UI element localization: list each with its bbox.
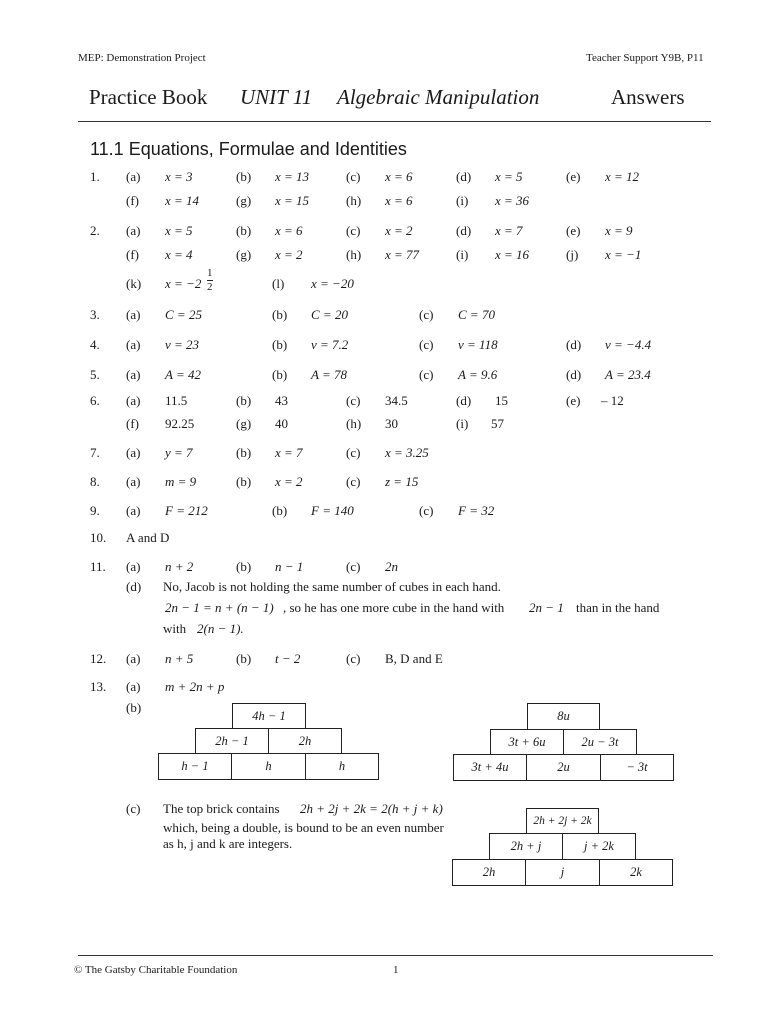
q11-answer: n + 2 — [165, 559, 194, 574]
q1-part-label: (c) — [346, 169, 361, 184]
q6-part-label: (e) — [566, 393, 581, 408]
page-title-unit: UNIT 11 — [240, 85, 313, 109]
pyramid-2-base-brick: − 3t — [600, 754, 674, 781]
q11-part-label: (a) — [126, 559, 141, 574]
pyramid-3-base-brick: 2k — [599, 859, 673, 886]
page-title-topic: Algebraic Manipulation — [337, 85, 540, 109]
q11-d-line2-tail: than in the hand — [576, 600, 660, 615]
pyramid-3-mid-brick: j + 2k — [562, 833, 636, 860]
q6-part-label: (a) — [126, 393, 141, 408]
pyramid-2-mid-brick: 2u − 3t — [563, 729, 637, 755]
fraction-numerator: 1 — [207, 267, 213, 279]
q2-answer: x = −1 — [605, 247, 642, 262]
q1-answer: x = 13 — [275, 169, 310, 184]
q6-answer: 15 — [495, 393, 508, 408]
q8-answer: m = 9 — [165, 474, 197, 489]
q2-part-label: (g) — [236, 247, 252, 262]
q3-number: 3. — [90, 307, 100, 322]
q1-answer: x = 6 — [385, 193, 413, 208]
q12-answer: B, D and E — [385, 651, 443, 666]
q1-part-label: (g) — [236, 193, 252, 208]
q13-part-label-c: (c) — [126, 801, 141, 816]
q7-part-label: (b) — [236, 445, 252, 460]
q2-answer: x = 4 — [165, 247, 193, 262]
pyramid-1-base-brick: h — [305, 753, 379, 780]
q2-answer: x = 2 — [385, 223, 413, 238]
q6-answer: 30 — [385, 416, 398, 431]
q3-answer: C = 20 — [311, 307, 348, 322]
q12-part-label: (a) — [126, 651, 141, 666]
q9-part-label: (b) — [272, 503, 288, 518]
q6-part-label: (d) — [456, 393, 472, 408]
q5-part-label: (d) — [566, 367, 582, 382]
page-title-answers: Answers — [611, 85, 685, 109]
q8-part-label: (b) — [236, 474, 252, 489]
q7-answer: x = 3.25 — [385, 445, 429, 460]
title-rule — [78, 121, 711, 122]
pyramid-3-base-brick: j — [525, 859, 600, 886]
q1-answer: x = 5 — [495, 169, 523, 184]
pyramid-2-base-brick: 2u — [526, 754, 601, 781]
footer-copyright: © The Gatsby Charitable Foundation — [74, 964, 238, 976]
q2-answer-k: x = −2 — [165, 276, 202, 291]
fraction-denominator: 2 — [207, 281, 213, 293]
q12-number: 12. — [90, 651, 107, 666]
q4-answer: v = 118 — [458, 337, 498, 352]
footer-page-number: 1 — [393, 964, 399, 976]
q6-answer: 43 — [275, 393, 288, 408]
q6-part-label: (h) — [346, 416, 362, 431]
q5-answer: A = 78 — [311, 367, 347, 382]
q6-number: 6. — [90, 393, 100, 408]
pyramid-1-base-brick: h — [231, 753, 306, 780]
q1-part-label: (a) — [126, 169, 141, 184]
q9-answer: F = 212 — [165, 503, 208, 518]
q7-part-label: (a) — [126, 445, 141, 460]
q1-part-label: (b) — [236, 169, 252, 184]
q11-d-math3: 2(n − 1). — [197, 621, 244, 636]
pyramid-2-mid-brick: 3t + 6u — [490, 729, 564, 755]
q2-answer: x = 2 — [275, 247, 303, 262]
q13-c-line1-text: The top brick contains — [163, 801, 280, 816]
q2-answer-k-fraction — [207, 268, 213, 293]
q9-answer: F = 140 — [311, 503, 354, 518]
q2-answer: x = 7 — [495, 223, 523, 238]
q5-number: 5. — [90, 367, 100, 382]
q1-part-label: (h) — [346, 193, 362, 208]
pyramid-1-top-brick: 4h − 1 — [232, 703, 306, 729]
pyramid-1-mid-brick: 2h − 1 — [195, 728, 269, 754]
q2-answer: x = 77 — [385, 247, 420, 262]
q11-d-line1: No, Jacob is not holding the same number of cubes in each hand. — [163, 579, 501, 594]
q6-answer: 40 — [275, 416, 288, 431]
q3-part-label: (a) — [126, 307, 141, 322]
q1-answer: x = 12 — [605, 169, 640, 184]
q1-part-label: (d) — [456, 169, 472, 184]
q5-answer: A = 9.6 — [458, 367, 498, 382]
q6-answer: 92.25 — [165, 416, 195, 431]
q9-answer: F = 32 — [458, 503, 495, 518]
q2-part-label: (c) — [346, 223, 361, 238]
q2-part-label: (d) — [456, 223, 472, 238]
q12-answer: n + 5 — [165, 651, 194, 666]
q13-part-label-a: (a) — [126, 679, 141, 694]
q8-answer: x = 2 — [275, 474, 303, 489]
q2-answer: x = 5 — [165, 223, 193, 238]
q12-part-label: (c) — [346, 651, 361, 666]
q2-number: 2. — [90, 223, 100, 238]
pyramid-2-top-brick: 8u — [527, 703, 600, 730]
header-left: MEP: Demonstration Project — [78, 52, 206, 64]
q6-answer: 57 — [491, 416, 504, 431]
section-title: 11.1 Equations, Formulae and Identities — [90, 139, 407, 159]
q2-part-label: (j) — [566, 247, 579, 262]
q3-part-label: (c) — [419, 307, 434, 322]
footer-rule — [78, 955, 713, 956]
q11-answer: n − 1 — [275, 559, 304, 574]
q1-number: 1. — [90, 169, 100, 184]
q4-answer: v = 7.2 — [311, 337, 349, 352]
q4-answer: v = 23 — [165, 337, 200, 352]
q6-part-label: (b) — [236, 393, 252, 408]
pyramid-1-mid-brick: 2h — [268, 728, 342, 754]
q8-part-label: (a) — [126, 474, 141, 489]
q2-part-label: (b) — [236, 223, 252, 238]
q8-part-label: (c) — [346, 474, 361, 489]
q5-answer: A = 23.4 — [605, 367, 651, 382]
q2-part-label: (f) — [126, 247, 139, 262]
q1-answer: x = 14 — [165, 193, 200, 208]
q6-part-label: (g) — [236, 416, 252, 431]
q1-answer: x = 6 — [385, 169, 413, 184]
q2-part-label: (i) — [456, 247, 469, 262]
q7-part-label: (c) — [346, 445, 361, 460]
q11-part-label-d: (d) — [126, 579, 142, 594]
q4-number: 4. — [90, 337, 100, 352]
q5-part-label: (c) — [419, 367, 434, 382]
pyramid-2-base-brick: 3t + 4u — [453, 754, 527, 781]
q6-part-label: (c) — [346, 393, 361, 408]
q11-number: 11. — [90, 559, 106, 574]
q2-answer: x = 6 — [275, 223, 303, 238]
pyramid-3-mid-brick: 2h + j — [489, 833, 563, 860]
q2-part-label: (l) — [272, 276, 285, 291]
q13-c-line1-math: 2h + 2j + 2k = 2(h + j + k) — [300, 801, 443, 816]
header-right: Teacher Support Y9B, P11 — [586, 52, 704, 64]
q2-part-label: (k) — [126, 276, 142, 291]
q13-c-line3: as h, j and k are integers. — [163, 836, 293, 851]
q12-part-label: (b) — [236, 651, 252, 666]
q2-answer: x = 9 — [605, 223, 633, 238]
q11-part-label: (c) — [346, 559, 361, 574]
q11-d-line3-text: with — [163, 621, 187, 636]
pyramid-3-base-brick: 2h — [452, 859, 526, 886]
q4-answer: v = −4.4 — [605, 337, 652, 352]
q6-answer: 11.5 — [165, 393, 188, 408]
q3-answer: C = 70 — [458, 307, 495, 322]
q6-part-label: (i) — [456, 416, 469, 431]
page-title-book: Practice Book — [89, 85, 208, 109]
q9-part-label: (c) — [419, 503, 434, 518]
q11-d-math2: 2n − 1 — [529, 600, 564, 615]
q13-c-line2: which, being a double, is bound to be an even number — [163, 820, 444, 835]
q1-answer: x = 36 — [495, 193, 530, 208]
q11-part-label: (b) — [236, 559, 252, 574]
q4-part-label: (c) — [419, 337, 434, 352]
q13-answer-a: m + 2n + p — [165, 679, 225, 694]
q2-part-label: (e) — [566, 223, 581, 238]
q2-answer: x = 16 — [495, 247, 530, 262]
q1-answer: x = 3 — [165, 169, 193, 184]
q12-answer: t − 2 — [275, 651, 301, 666]
q3-part-label: (b) — [272, 307, 288, 322]
q7-answer: y = 7 — [165, 445, 193, 460]
q8-number: 8. — [90, 474, 100, 489]
q8-answer: z = 15 — [385, 474, 419, 489]
q5-part-label: (a) — [126, 367, 141, 382]
q1-answer: x = 15 — [275, 193, 310, 208]
q11-d-math1: 2n − 1 = n + (n − 1) — [165, 600, 274, 615]
q4-part-label: (a) — [126, 337, 141, 352]
q5-answer: A = 42 — [165, 367, 201, 382]
q13-part-label-b: (b) — [126, 700, 142, 715]
q7-answer: x = 7 — [275, 445, 303, 460]
q6-answer: – 12 — [601, 393, 624, 408]
q4-part-label: (d) — [566, 337, 582, 352]
q1-part-label: (i) — [456, 193, 469, 208]
q2-part-label: (h) — [346, 247, 362, 262]
q13-number: 13. — [90, 679, 107, 694]
q2-part-label: (a) — [126, 223, 141, 238]
q5-part-label: (b) — [272, 367, 288, 382]
q9-part-label: (a) — [126, 503, 141, 518]
q1-part-label: (f) — [126, 193, 139, 208]
q6-part-label: (f) — [126, 416, 139, 431]
q2-answer-l: x = −20 — [311, 276, 354, 291]
q11-d-line2-text: , so he has one more cube in the hand with — [283, 600, 505, 615]
q4-part-label: (b) — [272, 337, 288, 352]
q10-number: 10. — [90, 530, 107, 545]
pyramid-3-top-brick: 2h + 2j + 2k — [526, 808, 599, 834]
q7-number: 7. — [90, 445, 100, 460]
q1-part-label: (e) — [566, 169, 581, 184]
q9-number: 9. — [90, 503, 100, 518]
q3-answer: C = 25 — [165, 307, 202, 322]
q6-answer: 34.5 — [385, 393, 408, 408]
pyramid-1-base-brick: h − 1 — [158, 753, 232, 780]
q11-answer: 2n — [385, 559, 398, 574]
q10-answer: A and D — [126, 530, 170, 545]
